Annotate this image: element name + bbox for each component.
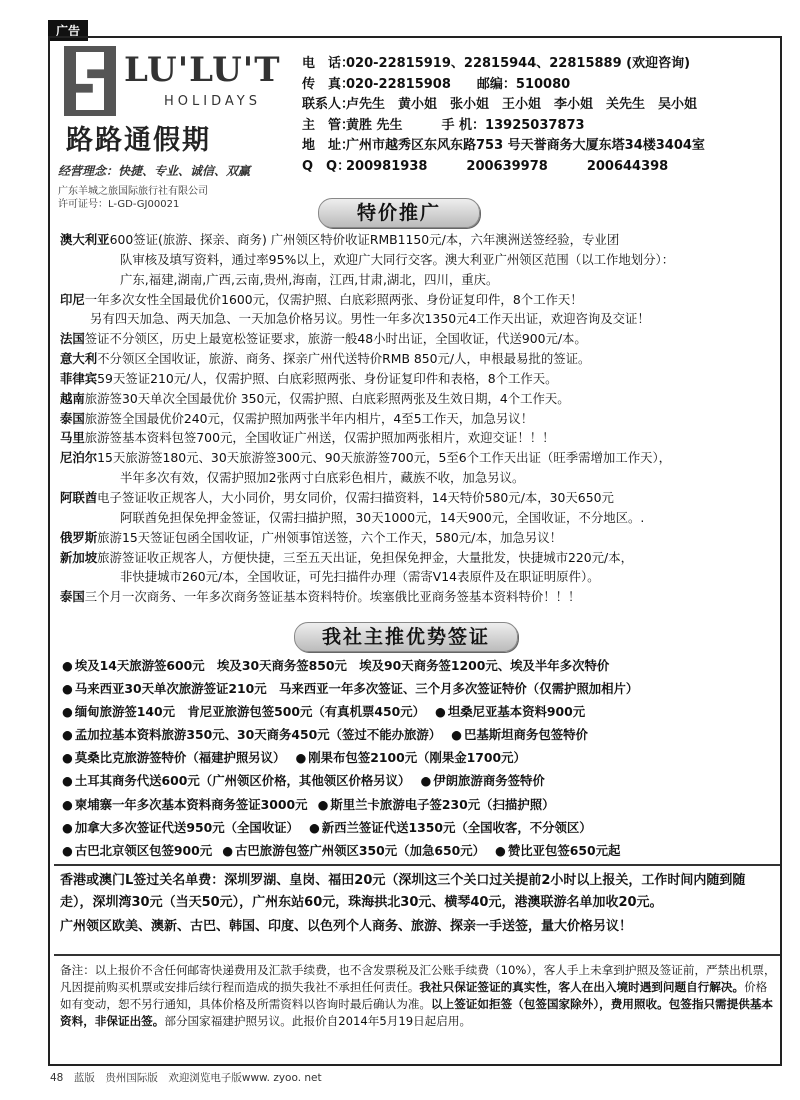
visa-item: 赞比亚包签650元起 — [507, 842, 621, 858]
guangzhou-line: 广州领区欧美、澳新、古巴、韩国、印度、以色列个人商务、旅游、探亲一手送签，量大价格另议！ — [60, 919, 633, 934]
contact-label: Q Q： — [302, 158, 351, 174]
bullet-icon: ● — [308, 819, 320, 835]
promotion-text: 广东,福建,湖南,广西,云南,贵州,海南，江西,甘肃,湖北，四川，重庆。 — [120, 271, 499, 287]
promotion-text: 15天旅游签180元、30天旅游签300元、90天旅游签700元，5至6个工作天出证（旺季需增加工作天）， — [97, 450, 672, 466]
section-title-featured-visas: 我社主推优势签证 — [294, 622, 518, 652]
promotion-line — [60, 468, 778, 488]
notes — [60, 962, 776, 1030]
promotion-text: 三个月一次商务、一年多次商务签证基本资料特价。埃塞俄比亚商务签基本资料特价！！！ — [84, 589, 581, 605]
contact-value: 广州市越秀区东风东路753 号天誉商务大厦东塔34楼3404室 — [346, 138, 705, 153]
notes-b2: 以上签证如拒签（包签国家除外），费用照收。包签指只需提供基本资料，非保证出签。 — [60, 997, 774, 1028]
contact-row — [302, 116, 705, 137]
promotion-text: 半年多次有效，仅需护照加2张两寸白底彩色相片，藏族不收，加急另议。 — [120, 470, 525, 486]
bullet-icon: ● — [435, 704, 446, 720]
promotion-text: 非快捷城市260元/本，全国收证，可先扫描件办理（需寄V14表原件及在职证明原件）。 — [120, 569, 600, 585]
visa-row — [62, 700, 780, 723]
visa-item: 刚果布包签2100元（刚果金1700元） — [308, 750, 526, 766]
visa-row — [62, 769, 780, 792]
contact-value: 黄胜 先生 手 机：13925037873 — [346, 117, 585, 133]
promotion-country: 泰国 — [60, 589, 85, 605]
visa-item: 缅甸旅游签140元 肯尼亚旅游包签500元（有真机票450元） — [74, 704, 425, 720]
bullet-icon: ● — [62, 727, 73, 743]
visa-item: 马来西亚30天单次旅游签证210元 马来西亚一年多次签证、三个月多次签证特价（仅需护照加相片） — [74, 681, 639, 697]
promotions-list — [60, 230, 778, 607]
contact-label: 联系人： — [302, 97, 355, 112]
contact-row — [302, 157, 705, 178]
bullet-icon: ● — [62, 819, 73, 835]
contact-label: 地 址： — [302, 138, 355, 153]
contact-value: 020-22815919、22815944、22815889 (欢迎咨询) — [346, 56, 691, 71]
promotion-text: 阿联酋免担保免押金签证，仅需扫描护照，30天1000元，14天900元，全国收证，不分地区。. — [120, 509, 645, 525]
promotion-line — [60, 508, 778, 528]
promotion-line — [60, 548, 778, 568]
promotion-country: 俄罗斯 — [60, 529, 98, 545]
promotion-line — [60, 567, 778, 587]
visa-row — [62, 723, 780, 746]
page-footer: 48 蓝版 贵州国际版 欢迎浏览电子版www. zyoo. net — [50, 1072, 322, 1084]
promotion-line — [60, 488, 778, 508]
promotion-text: 59天签证210元/人，仅需护照、白底彩照两张、身份证复印件和表格，8个工作天。 — [97, 370, 558, 386]
visa-item: 莫桑比克旅游签特价（福建护照另议） — [74, 750, 286, 766]
contact-value: 卢先生 黄小姐 张小姐 王小姐 李小姐 关先生 吴小姐 — [346, 97, 698, 112]
contact-label: 传 真： — [302, 76, 355, 92]
promotion-country: 尼泊尔 — [60, 450, 98, 466]
promotion-line — [60, 349, 778, 369]
bullet-icon: ● — [451, 727, 462, 743]
promotion-country: 阿联酋 — [60, 489, 98, 505]
visa-item: 伊朗旅游商务签特价 — [433, 773, 545, 789]
visa-item: 土耳其商务代送600元（广州领区价格，其他领区价格另议） — [74, 773, 411, 789]
promotion-country: 印尼 — [60, 291, 85, 307]
promotion-text: 600签证(旅游、探亲、商务) 广州领区特价收证RMB1150元/本，六年澳洲送签经验，专业团 — [109, 232, 620, 247]
logo-mark-icon — [64, 46, 116, 116]
brand-name-en: LU'LU'T — [124, 50, 281, 90]
visa-item: 新西兰签证代送1350元（全国收客，不分领区） — [321, 819, 592, 835]
promotion-text: 旅游签全国最优价240元，仅需护照加两张半年内相片，4至5工作天，加急另议！ — [84, 410, 534, 426]
contact-row — [302, 136, 705, 157]
bullet-icon: ● — [62, 681, 73, 697]
brand-holidays: HOLIDAYS — [164, 94, 261, 109]
bullet-icon: ● — [62, 658, 73, 673]
notes-p3: 部分国家福建护照另议。此报价自2014年5月19日起启用。 — [164, 1014, 472, 1028]
bullet-icon: ● — [62, 796, 73, 812]
promotion-text: 旅游签基本资料包签700元，全国收证广州送，仅需护照加两张相片，欢迎交证！！！ — [84, 430, 555, 446]
promotion-text: 不分领区全国收证，旅游、商务、探亲广州代送特价RMB 850元/人，申根最易批的签证。 — [97, 351, 591, 367]
promotion-text: 签证不分领区，历史上最宽松签证要求，旅游一般48小时出证，全国收证，代送900元/本。 — [84, 331, 587, 347]
visa-row — [62, 839, 780, 862]
promotion-line — [60, 309, 778, 329]
visa-item: 斯里兰卡旅游电子签230元（扫描护照） — [330, 796, 555, 812]
promotion-text: 一年多次女性全国最优价1600元，仅需护照、白底彩照两张、身份证复印件，8个工作天！ — [84, 291, 583, 307]
promotion-line — [60, 528, 778, 548]
bullet-icon: ● — [62, 704, 73, 720]
promotion-line — [60, 369, 778, 389]
visa-item: 加拿大多次签证代送950元（全国收证） — [74, 819, 299, 835]
promotion-country: 新加坡 — [60, 549, 98, 565]
notes-b1: 我社只保证签证的真实性，客人在出入境时遇到问题自行解决。 — [419, 980, 745, 994]
visa-row — [62, 654, 780, 677]
visa-row — [62, 746, 780, 769]
visa-row — [62, 677, 780, 700]
promotion-text: 另有四天加急、两天加急、一天加急价格另议。男性一年多次1350元4工作天出证，欢迎咨询及交证！ — [90, 311, 650, 327]
visa-row — [62, 793, 780, 816]
promotion-country: 越南 — [60, 390, 85, 406]
brand-name-cn: 路路通假期 — [66, 125, 211, 156]
promotion-country: 泰国 — [60, 410, 85, 426]
visa-item: 埃及14天旅游签600元 埃及30天商务签850元 埃及90天商务签1200元、埃及半年多次特价 — [74, 658, 610, 673]
bullet-icon: ● — [62, 773, 73, 789]
bullet-icon: ● — [317, 796, 329, 812]
promotion-line — [60, 448, 778, 468]
brand-block — [52, 46, 292, 216]
promotion-text: 旅游签证收正规客人，方便快捷，三至五天出证，免担保免押金，大量批发，快捷城市220元/本， — [97, 549, 634, 565]
license-number: 许可证号：L-GD-GJ00021 — [58, 199, 180, 210]
visa-item: 古巴北京领区包签900元 — [74, 842, 213, 858]
hk-macau-box — [54, 864, 780, 956]
promotion-line — [60, 329, 778, 349]
promotion-text: 旅游签30天单次全国最优价 350元，仅需护照、白底彩照两张及生效日期，4个工作天。 — [84, 390, 570, 406]
contact-row — [302, 54, 705, 75]
notes-p2: 价格如有变动，恕不另行通知，具体价格及所需资料以咨询时最后确认为准。 — [60, 980, 768, 1011]
promotion-line — [60, 389, 778, 409]
contact-row — [302, 75, 705, 96]
bullet-icon: ● — [295, 750, 307, 766]
bullet-icon: ● — [62, 750, 73, 766]
visa-item: 坦桑尼亚基本资料900元 — [447, 704, 586, 720]
bullet-icon: ● — [222, 842, 234, 858]
visa-row — [62, 816, 780, 839]
promotion-line — [60, 428, 778, 448]
bullet-icon: ● — [420, 773, 432, 789]
promotion-country: 马里 — [60, 430, 85, 446]
visa-item: 古巴旅游包签广州领区350元（加急650元） — [235, 842, 485, 858]
featured-visas-list — [62, 654, 780, 862]
promotion-line — [60, 230, 778, 250]
promotion-country: 意大利 — [60, 351, 98, 367]
promotion-line — [60, 250, 778, 270]
contact-label: 电 话： — [302, 56, 355, 71]
ad-tag: 广告 — [48, 20, 88, 41]
promotion-country: 澳大利亚 — [60, 232, 110, 247]
promotion-text: 旅游15天签证包函全国收证，广州领事馆送签，六个工作天，580元/本，加急另议！ — [97, 529, 563, 545]
promotion-country: 菲律宾 — [60, 370, 98, 386]
brand-motto: 经营理念：快捷、专业、诚信、双赢 — [58, 164, 251, 178]
promotion-line — [60, 409, 778, 429]
promotion-country: 法国 — [60, 331, 85, 347]
promotion-text: 电子签证收正规客人，大小同价，男女同价，仅需扫描资料，14天特价580元/本，30天650元 — [97, 489, 614, 505]
hk-macau-text: 香港或澳门L签过关名单费：深圳罗湖、皇岗、福田20元（深圳这三个关口过关提前2小时以上报关，工作时间内随到随走），深圳湾30元（当天50元），广州东站60元，珠海拱北30元、横琴40元，港澳联游名单加收20元。 — [60, 873, 746, 910]
bullet-icon: ● — [495, 842, 506, 858]
company-name: 广东羊城之旅国际旅行社有限公司 — [58, 186, 208, 197]
contact-row — [302, 95, 705, 116]
visa-item: 孟加拉基本资料旅游350元、30天商务450元（签过不能办旅游） — [74, 727, 442, 743]
contact-value: 200981938 200639978 200644398 — [346, 158, 669, 174]
contact-label: 主 管： — [302, 117, 355, 133]
promotion-line — [60, 270, 778, 290]
promotion-line — [60, 290, 778, 310]
contact-info — [302, 54, 705, 177]
notes-p1: 备注：以上报价不含任何邮寄快递费用及汇款手续费，也不含发票税及汇公账手续费（10%），客人手上未拿到护照及签证前，严禁出机票，凡因提前购买机票或安排后续行程而造成的损失我社不承担任何责任。 — [60, 963, 776, 994]
promotion-text: 队审核及填写资料，通过率95%以上，欢迎广大同行交客。澳大利亚广州领区范围（以工作地划分）： — [120, 251, 675, 267]
promotion-line — [60, 587, 778, 607]
contact-value: 020-22815908 邮编：510080 — [346, 76, 571, 92]
section-title-promotions: 特价推广 — [318, 198, 480, 228]
visa-item: 柬埔寨一年多次基本资料商务签证3000元 — [74, 796, 308, 812]
bullet-icon: ● — [62, 842, 73, 858]
visa-item: 巴基斯坦商务包签特价 — [463, 727, 588, 743]
